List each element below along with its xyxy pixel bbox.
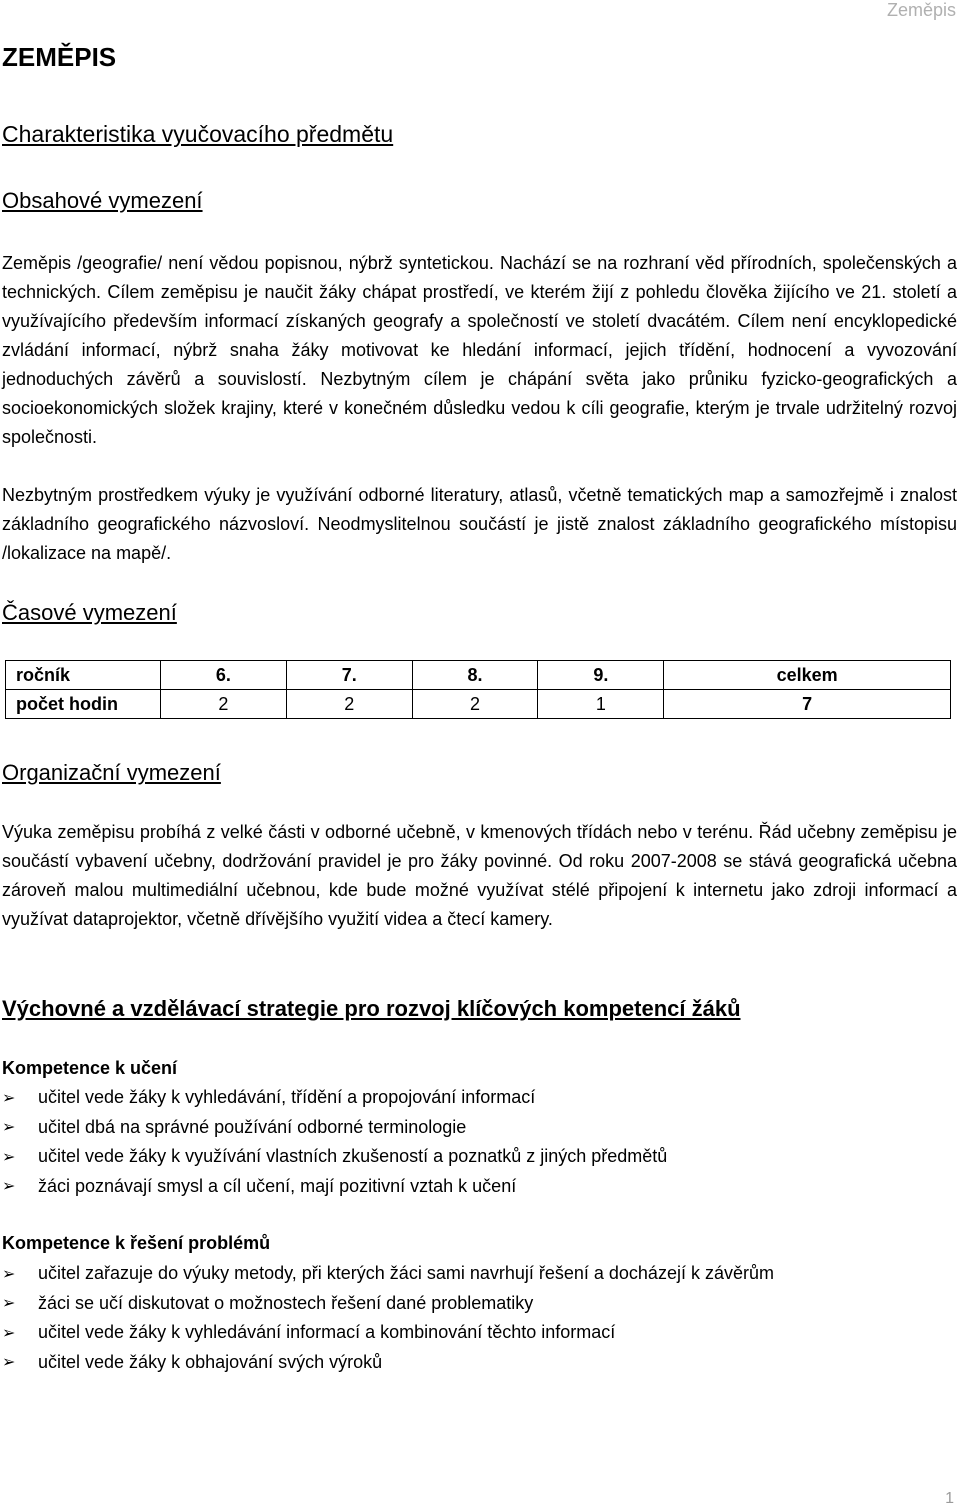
arrow-bullet-icon: ➢ [2, 1295, 16, 1313]
table-cell: celkem [664, 661, 951, 690]
list-item [2, 1259, 774, 1289]
list-item [2, 1348, 774, 1378]
section-heading-characteristics: Charakteristika vyučovacího předmětu [2, 121, 394, 147]
table-cell: 7. [286, 661, 412, 690]
table-cell: ročník [6, 661, 161, 690]
table-cell: 2 [286, 690, 412, 719]
content-paragraph-1: Zeměpis /geografie/ není vědou popisnou, nýbrž syntetickou. Nachází se na rozhraní věd přírodních, společenských a technických. Cílem zeměpisu je naučit žáky chápat prostředí, ve kterém žijí z pohledu člověka žijícího ve 21. století a využívajícího především informací získaných geografy a společností ve století dvacátém. Cílem není encyklopedické zvládání informací, nýbrž snaha žáky motivovat ke hledání informací, jejich třídění, hodnocení a vyvozování jednoduchých závěrů a souvislostí. Nezbytným cílem je chápání světa jako průniku fyzicko-geografických a socioekonomických složek krajiny, které v konečném důsledku vedou k cíli geografie, kterým je trvale udržitelný rozvoj společnosti. [2, 253, 957, 447]
list-item [2, 1142, 667, 1172]
list-item [2, 1172, 667, 1202]
table-cell: počet hodin [6, 690, 161, 719]
table-cell: 8. [412, 661, 538, 690]
arrow-bullet-icon: ➢ [2, 1119, 16, 1137]
table-cell: 6. [161, 661, 287, 690]
arrow-bullet-icon: ➢ [2, 1324, 16, 1342]
table-cell: 2 [161, 690, 287, 719]
list-item-text: učitel vede žáky k obhajování svých výroků [38, 1351, 383, 1372]
list-item-text: učitel zařazuje do výuky metody, při kterých žáci sami navrhují řešení a docházejí k závěrům [38, 1263, 774, 1284]
competence-learning-title: Kompetence k učení [2, 1058, 178, 1078]
arrow-bullet-icon: ➢ [2, 1089, 16, 1107]
arrow-bullet-icon: ➢ [2, 1148, 16, 1166]
list-item-text: žáci se učí diskutovat o možnostech řešení dané problematiky [38, 1292, 534, 1313]
list-item-text: učitel vede žáky k vyhledávání informací a kombinování těchto informací [38, 1322, 616, 1343]
list-item-text: žáci poznávají smysl a cíl učení, mají pozitivní vztah k učení [38, 1175, 517, 1196]
section-heading-organization: Organizační vymezení [2, 760, 221, 785]
list-item-text: učitel dbá na správné používání odborné terminologie [38, 1116, 467, 1137]
page-number: 1 [945, 1490, 954, 1507]
running-header: Zeměpis [886, 0, 956, 20]
list-item [2, 1083, 667, 1113]
competence-problem-solving-list [2, 1259, 774, 1377]
content-paragraph-2: Nezbytným prostředkem výuky je využívání odborné literatury, atlasů, včetně tematických map a samozřejmě i znalost základního geografického názvosloví. Neodmyslitelnou součástí je jistě znalost základního geografického místopisu /lokalizace na mapě/. [2, 485, 957, 563]
table-header-row [6, 661, 951, 690]
organization-paragraph: Výuka zeměpisu probíhá z velké části v odborné učebně, v kmenových třídách nebo v terénu. Řád učebny zeměpisu je součástí vybavení učebny, dodržování pravidel je pro žáky povinné. Od roku 2007-2008 se stává geografická učebna zároveň malou multimediální učebnou, kde bude možné využívat stélé připojení k internetu jako zdroji informací a využívat dataprojektor, včetně dřívějšího využití videa a čtecí kamery. [2, 822, 957, 929]
list-item [2, 1289, 774, 1319]
table-cell-total: 7 [664, 690, 951, 719]
page-title: ZEMĚPIS [2, 42, 117, 72]
section-heading-content-scope: Obsahové vymezení [2, 188, 203, 213]
table-row [6, 690, 951, 719]
arrow-bullet-icon: ➢ [2, 1354, 16, 1372]
table-cell: 2 [412, 690, 538, 719]
arrow-bullet-icon: ➢ [2, 1265, 16, 1283]
competence-learning-list [2, 1083, 667, 1201]
list-item-text: učitel vede žáky k vyhledávání, třídění a propojování informací [38, 1087, 536, 1108]
competence-problem-solving-title: Kompetence k řešení problémů [2, 1233, 271, 1253]
table-cell: 9. [538, 661, 664, 690]
list-item [2, 1113, 667, 1143]
hours-table [5, 660, 951, 719]
arrow-bullet-icon: ➢ [2, 1178, 16, 1196]
table-cell: 1 [538, 690, 664, 719]
list-item-text: učitel vede žáky k využívání vlastních zkušeností a poznatků z jiných předmětů [38, 1146, 668, 1167]
section-heading-strategies: Výchovné a vzdělávací strategie pro rozvoj klíčových kompetencí žáků [2, 996, 741, 1021]
section-heading-time-scope: Časové vymezení [2, 600, 177, 625]
list-item [2, 1318, 774, 1348]
